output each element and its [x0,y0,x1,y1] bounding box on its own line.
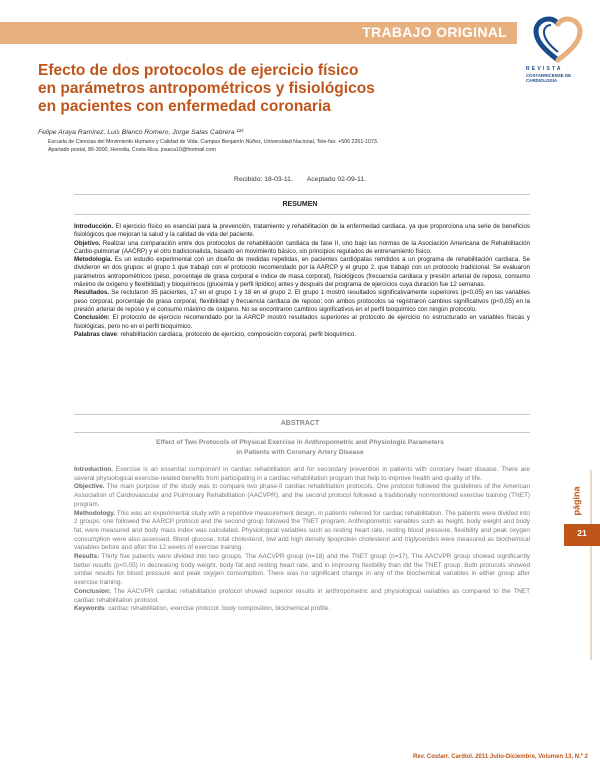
footer-citation: Rev. Costarr. Cardiol. 2011 Julio-Diciembre, Volumen 13, N.º 2 [412,754,588,760]
page-number: 21 [577,528,587,538]
article-title: Efecto de dos protocolos de ejercicio físico en parámetros antropométricos y fisiológicos en pacientes con enfermedad coronaria [38,62,375,115]
resumen-paragraph: Resultados. Se reclutaron 35 pacientes, 17 en el grupo 1 y 18 en el grupo 2. El grupo 1 mostró resultados significativamente superiores (p<0,05) en las variables peso corporal, porcentaje de grasa corporal, flexibilidad y frecuencia cardiaca de reposo; con ambos protocolos se registraron cambios significativos (p<0,05) en la presión arterial de reposo y el consumo máximo de oxígeno. No se encontraron cambios significativos en el perfil bioquímico con ningún protocolo. [74,289,530,313]
section-label: TRABAJO ORIGINAL [362,24,507,40]
received-date: Recibido: 18-03-11. [234,176,293,183]
heart-logo-icon [532,16,584,64]
abstract-paragraph: Objective. The main purpose of the study was to compare two phase-II cardiac rehabilitation protocols. One protocol followed the guidelines of the American Association of Cardiovascular and Pulmonary Rehabilitation (AACVPR), and the second protocol followed a traditionally nonmonitored exercise training (TNET) program. [74,483,530,508]
resumen-paragraph: Metodología. Es un estudio experimental con un diseño de medidas repetidas, en pacientes cardiópatas remitidos a un programa de rehabilitación cardiaca. Se dividieron en dos grupos: el grupo 1 que trabajó con el protocolo recomendado por la AARCP y el grupo 2, que trabajó con un protocolo tradicional. Se evaluaron parámetros antropométricos (peso, porcentaje de grasa corporal e índice de masa corporal), fisiológicos (frecuencia cardiaca y presión arterial de reposo, consumo máximo de oxígeno y flexibilidad) y bioquímicos (glucemia y perfil lipídico) antes y después del programa de ejercicios cuya duración fue 12 semanas. [74,256,530,289]
journal-name: COSTARRICENSE DE CARDIOLOGÍA [526,73,572,83]
affiliation: Escuela de Ciencias del Movimiento Humano y Calidad de Vida. Campus Benjamín Núñez, Universidad Nacional, Tele-fax: +506 2261-1073. Apartado postal, 86-3000, Heredia, Costa Rica. josaca10@hotmail.com [48,139,379,154]
abstract-paragraph: Keywords: cardiac rehabilitation, exercise protocol, body composition, biochemical profile. [74,605,331,613]
abstract-heading: ABSTRACT [280,420,320,427]
page-label: página [571,486,582,516]
abstract-body [74,466,530,614]
resumen-body [74,223,530,339]
resumen-paragraph: Introducción. El ejercicio físico es esencial para la prevención, tratamiento y rehabilitación de la enfermedad cardiaca, ya que proporciona una serie de beneficios fisiológicos que mejoran la salud y la calidad de vida del paciente. [74,223,530,239]
journal-logo [526,16,592,96]
resumen-paragraph: Objetivo. Realizar una comparación entre dos protocolos de rehabilitación cardiaca de fase II, uno bajo las normas de la Asociación Americana de Rehabilitación Cardio-pulmonar (AACRP) y el otro tradicionalista, basado en movimiento básico, sin principios regulados de entrenamiento físico. [74,239,530,255]
abstract-paragraph: Introduction. Exercise is an essential component in cardiac rehabilitation and for secondary prevention in patients with coronary heart disease. There are several physiological exercise-related benefits from participating in a cardiac rehabilitation program that help to improve health and quality of life. [74,466,530,482]
accepted-date: Aceptado 02-09-11. [306,176,366,183]
abstract-paragraph: Conclusion: The AACVPR cardiac rehabilitation protocol showed superior results in anthropometric and physiological variables as compared to the TNET cardiac rehabilitation protocol. [74,587,530,604]
abstract-title: Effect of Two Protocols of Physical Exercise in Anthropometric and Physiologic Parameters in Patients with Coronary Artery Disease [156,439,444,456]
journal-word: REVISTA [526,66,563,72]
section-banner [0,22,517,44]
dates [0,176,600,183]
divider [74,214,530,215]
authors: Felipe Araya Ramírez, Luis Blanco Romero, Jorge Salas Cabrera ¹²³ [38,129,244,136]
resumen-paragraph: Palabras clave: rehabilitación cardiaca, protocolo de ejercicio, composición corporal, perfil bioquímico. [74,330,357,338]
abstract-paragraph: Results: Thirty five patients were divided into two groups. The AACVPR group (n=18) and the TNET group (n=17). The AACVPR group showed significantly better results (p<0.05) in decreasing body weight, body fat and resting heart rate, and in improving flexibility than did the TNET group. Both protocols showed similar results for blood pressure and peak oxygen consumption. There was no significant change in any of the biochemical variables in either group after exercise training. [74,553,530,587]
resumen-heading: RESUMEN [282,201,318,208]
abstract-paragraph: Methodology. This was an experimental study with a repetitive measurement design, in patients referred for cardiac rehabilitation. The patients were divided into 2 groups: one followed the AARCP protocol and the second group followed the TNET program. Anthropometric variables such as height, body weight and body fat, were measured and body mass index was calculated. Physiological variables such as resting heart rate, resting blood pressure, flexibility and peak oxygen consumption were also assessed. Blood glucose, total cholesterol, low and high density lipoprotein cholesterol and triglycerides were measured as biochemical variables before and after the 12 weeks of exercise training. [74,509,530,552]
resumen-paragraph: Conclusión: El protocolo de ejercicio recomendado por la AARCP mostró resultados superiores al protocolo de ejercicio no estructurado en variables físicas y fisiológicas, pero no en el perfil bioquímico. [74,314,530,330]
divider [74,414,530,415]
divider [74,194,530,195]
divider [74,432,530,433]
